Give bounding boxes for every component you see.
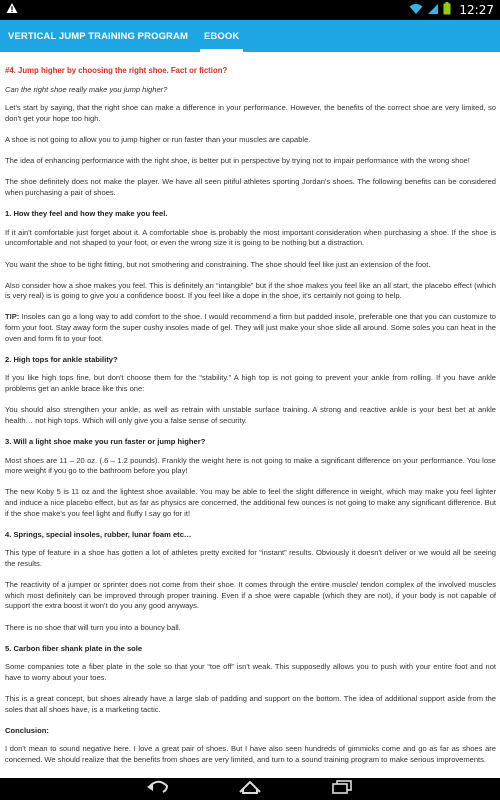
recent-apps-icon	[331, 780, 353, 799]
section-heading: 4. Springs, special insoles, rubber, lunar foam etc…	[5, 529, 192, 539]
signal-icon	[427, 3, 439, 18]
paragraph: This is a great concept, but shoes already have a large slab of padding and support on the bottom. The idea of additional support aside from the soles that all shoes have, is a marketing tactic.	[5, 694, 496, 714]
navigation-bar	[0, 778, 500, 800]
paragraph: I don't mean to sound negative here. I love a great pair of shoes. But I have also seen hundreds of gimmicks come and go as far as shoes are concerned. We should realize that the benefits from shoes are very limited, and turn to a sound training program to make serious improvements.	[5, 744, 496, 765]
paragraph: Most shoes are 11 – 20 oz. (.6 – 1.2 pounds). Frankly the weight here is not going to make a significant difference on your performance. You lose more weight if you go to the bathroom before you play!	[5, 455, 496, 476]
home-button[interactable]	[236, 780, 264, 798]
tip-text: Insoles can go a long way to add comfort to the shoe. I would recommend a firm but padded insole, preferable one that you can customize to form your foot. Stay away form the super cushy insoles made of gel. They will just make your shoe slide all around. Some soles you can heat in the oven and form fit to your foot.	[5, 312, 496, 343]
wifi-icon	[409, 3, 423, 18]
section-heading: 2. High tops for ankle stability?	[5, 354, 118, 364]
paragraph: You should also strengthen your ankle, as well as retrain with unstable surface training. A strong and reactive ankle is your best bet at ankle health… not high tops. Which will only give you a false sense of security.	[5, 405, 496, 425]
tip-label: TIP:	[5, 312, 20, 322]
section-heading: 3. Will a light shoe make you run faster or jump higher?	[5, 437, 206, 446]
paragraph: There is no shoe that will turn you into a bouncy ball.	[5, 622, 181, 632]
battery-icon	[443, 2, 451, 18]
section-heading: 1. How they feel and how they make you feel.	[5, 209, 168, 219]
ebook-content[interactable]	[0, 52, 500, 778]
notification-warning-icon	[6, 1, 18, 19]
back-button[interactable]	[144, 780, 172, 798]
article-title: #4. Jump higher by choosing the right shoe. Fact or fiction?	[5, 66, 228, 75]
status-left	[0, 1, 18, 19]
article-question: Can the right shoe really make you jump higher?	[5, 84, 168, 94]
paragraph: The reactivity of a jumper or sprinter does not come from their shoe. It comes through the entire muscle/ tendon complex of the involved muscles which most definitely can be improved through proper training. Even if a shoe were capable (which they are not), if your body is not capable of support the extra boost it won't do you any good anyways.	[5, 580, 496, 611]
paragraph: Some companies tote a fiber plate in the sole so that your “toe off” isn't weak. This supposedly allows you to push with your entire foot and not have to worry about your toes.	[5, 662, 496, 682]
paragraph: The new Koby 5 is 11 oz and the lightest shoe available. You may be able to feel the slight difference in weight, which may make you feel lighter and induce a nice placebo effect, but as far as physics are concerned, the additional few ounces is not going to make any significant difference. But if the shoe make's you feel light and fluffy I say go for it!	[5, 487, 496, 518]
paragraph: Let's start by saying, that the right shoe can make a difference in your performance. However, the benefits of the correct shoe are very limited, so don't get your hope too high.	[5, 103, 496, 123]
paragraph: This type of feature in a shoe has gotten a lot of athletes pretty excited for “instant” results. Obviously it doesn't deliver or we would all be seeing the results.	[5, 548, 496, 568]
status-time: 12:27	[459, 3, 494, 17]
paragraph: The shoe definitely does not make the player. We have all seen pitiful athletes sporting Jordan's shoes. The following benefits can be considered when purchasing a pair of shoes.	[5, 177, 496, 197]
paragraph: Also consider how a shoe makes you feel. This is definitely an “intangible” but if the shoe makes you feel like an all start, the placebo effect (which is very real) is is going to give you a confidence boost. If you feel like a dope in the shoe, it's certainly not going to help.	[5, 280, 496, 301]
tip-paragraph	[5, 312, 496, 344]
paragraph: If it ain't comfortable just forget about it. A comfortable shoe is probably the most important consideration when purchasing a shoe. If the shoe is uncomfortable and not shaped to your foot, or even the wrong size it is going to be nothing but a distraction.	[5, 227, 496, 248]
status-right	[409, 2, 500, 18]
paragraph: The idea of enhancing performance with the right shoe, is better put in perspective by trying not to impair performance with the wrong shoe!	[5, 156, 470, 166]
tab-label: EBOOK	[204, 30, 240, 42]
back-icon	[146, 780, 170, 799]
paragraph: If you like high tops fine, but don't choose them for the “stability.” A high top is not going to prevent your ankle from rolling. If you have ankle problems get an ankle brace like this one:	[5, 373, 496, 394]
paragraph: You want the shoe to be tight fitting, but not smothering and constraining. The shoe should feel like just an extension of the foot.	[5, 259, 431, 269]
tab-ebook[interactable]	[196, 20, 247, 52]
tab-vertical-jump-training-program[interactable]	[0, 20, 196, 52]
section-heading: Conclusion:	[5, 725, 49, 735]
home-icon	[238, 780, 262, 799]
section-heading: 5. Carbon fiber shank plate in the sole	[5, 643, 143, 653]
status-bar	[0, 0, 500, 20]
recent-apps-button[interactable]	[328, 780, 356, 798]
tab-label: VERTICAL JUMP TRAINING PROGRAM	[8, 30, 188, 42]
tab-bar	[0, 20, 500, 52]
paragraph: A shoe is not going to allow you to jump higher or run faster than your muscles are capable.	[5, 134, 311, 144]
